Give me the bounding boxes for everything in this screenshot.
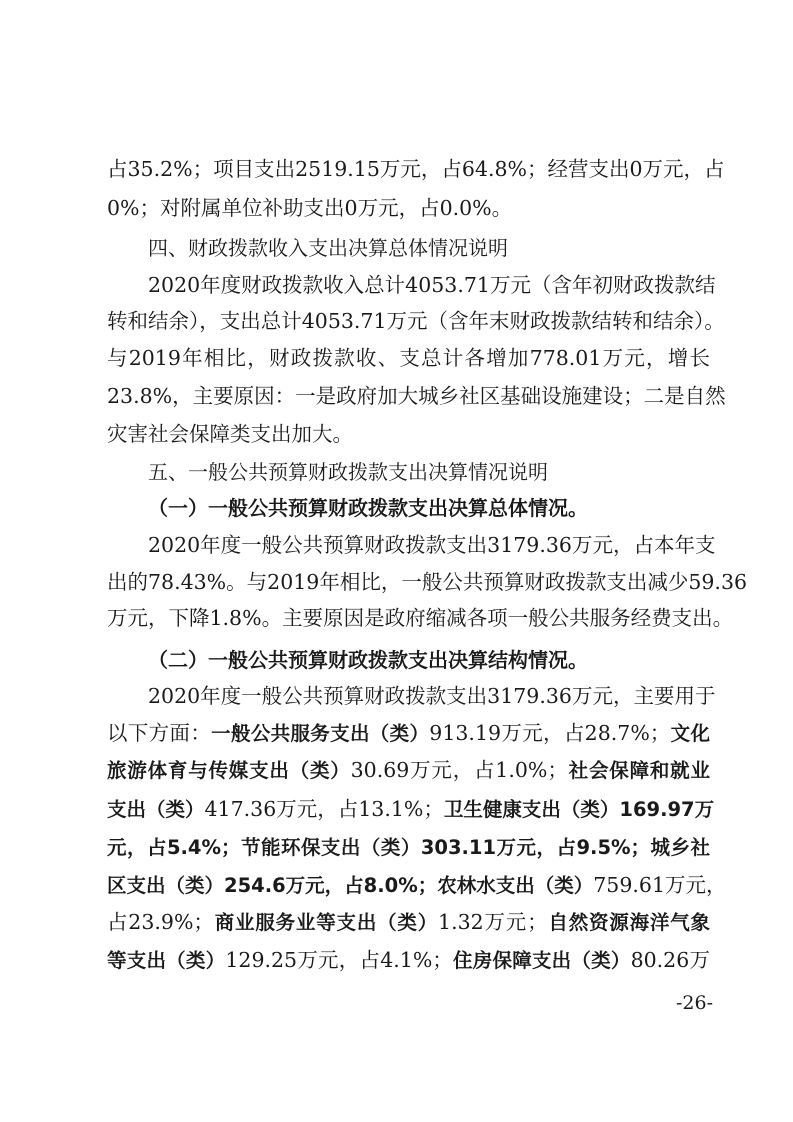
text-line: 出的78.43%。与2019年相比，一般公共预算财政拨款支出减少59.36 bbox=[107, 570, 748, 594]
text-line: 等支出（类）129.25万元，占4.1%；住房保障支出（类）80.26万 bbox=[107, 948, 710, 972]
page-number: -26- bbox=[676, 992, 714, 1014]
subsection-heading: （二）一般公共预算财政拨款支出决算结构情况。 bbox=[148, 648, 588, 672]
text-line: 以下方面：一般公共服务支出（类）913.19万元，占28.7%；文化 bbox=[107, 721, 710, 745]
text-line: 区支出（类）254.6万元，占8.0%；农林水支出（类）759.61万元， bbox=[107, 873, 727, 897]
text-line: 元，占5.4%；节能环保支出（类）303.11万元，占9.5%；城乡社 bbox=[107, 836, 710, 859]
text-line: 转和结余），支出总计4053.71万元（含年末财政拨款结转和结余）。 bbox=[107, 309, 725, 333]
text-line: 灾害社会保障类支出加大。 bbox=[107, 422, 353, 446]
text-line: 0%；对附属单位补助支出0万元，占0.0%。 bbox=[107, 196, 513, 220]
text-line: 占23.9%；商业服务业等支出（类）1.32万元；自然资源海洋气象 bbox=[107, 910, 710, 934]
section-heading: 五、一般公共预算财政拨款支出决算情况说明 bbox=[148, 460, 548, 484]
text-line: 2020年度一般公共预算财政拨款支出3179.36万元，主要用于 bbox=[148, 684, 716, 708]
subsection-heading: （一）一般公共预算财政拨款支出决算总体情况。 bbox=[148, 496, 588, 520]
text-line: 旅游体育与传媒支出（类）30.69万元，占1.0%；社会保障和就业 bbox=[107, 758, 710, 782]
text-line: 23.8%，主要原因：一是政府加大城乡社区基础设施建设；二是自然 bbox=[107, 384, 726, 408]
section-heading: 四、财政拨款收入支出决算总体情况说明 bbox=[148, 236, 508, 260]
text-line: 与2019年相比，财政拨款收、支总计各增加778.01万元，增长 bbox=[107, 346, 710, 370]
text-line: 支出（类）417.36万元，占13.1%；卫生健康支出（类）169.97万 bbox=[107, 797, 715, 821]
text-line: 占35.2%；项目支出2519.15万元，占64.8%；经营支出0万元，占 bbox=[107, 157, 725, 181]
text-line: 万元，下降1.8%。主要原因是政府缩减各项一般公共服务经费支出。 bbox=[107, 606, 734, 630]
text-line: 2020年度一般公共预算财政拨款支出3179.36万元，占本年支 bbox=[148, 533, 716, 557]
text-line: 2020年度财政拨款收入总计4053.71万元（含年初财政拨款结 bbox=[148, 273, 716, 297]
